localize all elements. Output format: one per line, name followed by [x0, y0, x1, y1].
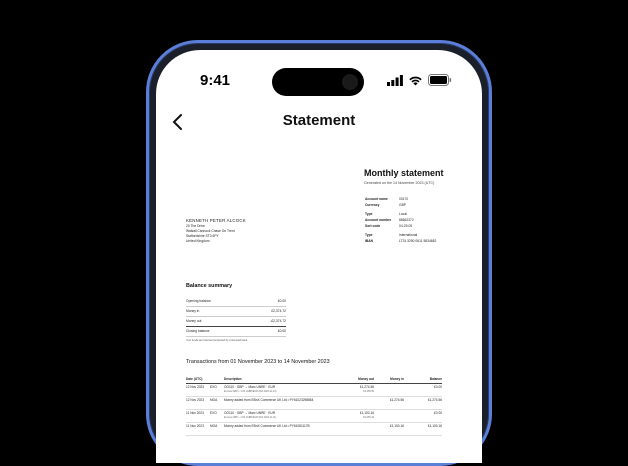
- phone-frame: [146, 40, 492, 466]
- status-time: 9:41: [200, 72, 231, 89]
- page-title: Statement: [282, 112, 356, 129]
- balance-note: Your funds are held and protected by a licensed bank.: [186, 339, 248, 342]
- battery-icon: [428, 74, 452, 86]
- balance-summary-title: Balance summary: [186, 283, 233, 289]
- account-row: Currency GBP: [365, 203, 406, 207]
- wifi-icon: [408, 75, 423, 86]
- account-row: Type International: [365, 233, 418, 237]
- balance-row: Opening balance £0.00: [186, 297, 286, 307]
- table-row: 12 Nov 2023 MOA Money added from EBnX Commerce UK Ltd • PY61023298864 £1,274.56 £1,274.56: [186, 397, 442, 410]
- table-header: Date (UTC) Description Money out Money in Balance: [186, 375, 442, 384]
- statement-title: Monthly statement: [364, 168, 444, 178]
- statement-generated: Generated on the 14 November 2023 (UTC): [364, 181, 435, 185]
- address-line: 20 The Drive: [186, 224, 205, 228]
- signal-icon: [387, 75, 403, 86]
- statement-document: [156, 150, 482, 463]
- phone-screen: [156, 50, 482, 463]
- account-row: Account number 86562372: [365, 218, 414, 222]
- account-row: IBAN LT31 3250 0611 5834682: [365, 239, 437, 243]
- transactions-title: Transactions from 01 November 2023 to 14 November 2023: [186, 359, 330, 365]
- account-row: Account name 00170: [365, 197, 409, 201]
- account-details: [365, 196, 436, 244]
- customer-name: KENNETH PETER ALCOCK: [186, 218, 246, 223]
- transactions-table: [186, 375, 442, 436]
- account-row: Sort code 04-29-09: [365, 224, 413, 228]
- address-line: Walsall Cannock Chase On Trent: [186, 229, 235, 233]
- account-row: Type Local: [365, 212, 407, 216]
- table-row: 11 Nov 2023 EXO OO110 · GBP → Marc UNRE · EUR Ex fees GBP + 1.00 1GBP/EUR (Ref 2023-11-11) £1,100.16 €1,256.16 £0.00: [186, 410, 442, 423]
- nav-header: [156, 108, 482, 136]
- address-line: Staffordshire ST3 6PY: [186, 234, 219, 238]
- balance-row: Closing balance £0.00: [186, 327, 286, 337]
- table-row: 11 Nov 2023 MOA Money added from EBnX Commerce UK Ltd • PY61081117B £1,100.16 £1,100.16: [186, 423, 442, 436]
- balance-summary-table: [186, 297, 286, 337]
- balance-row: Money in £2,374.72: [186, 307, 286, 317]
- customer-address: [186, 218, 246, 244]
- address-line: United Kingdom: [186, 239, 210, 243]
- balance-row: Money out -£2,374.72: [186, 317, 286, 327]
- camera-icon: [342, 74, 358, 90]
- status-bar: [156, 68, 482, 92]
- dynamic-island: [272, 68, 364, 96]
- table-row: 12 Nov 2023 EXO OO110 · GBP → Marc UNRE · EUR Ex fees GBP + 1.00 1GBP/EUR (Ref 2023-11-12) £1,274.56 €1,456.56 £0.00: [186, 384, 442, 397]
